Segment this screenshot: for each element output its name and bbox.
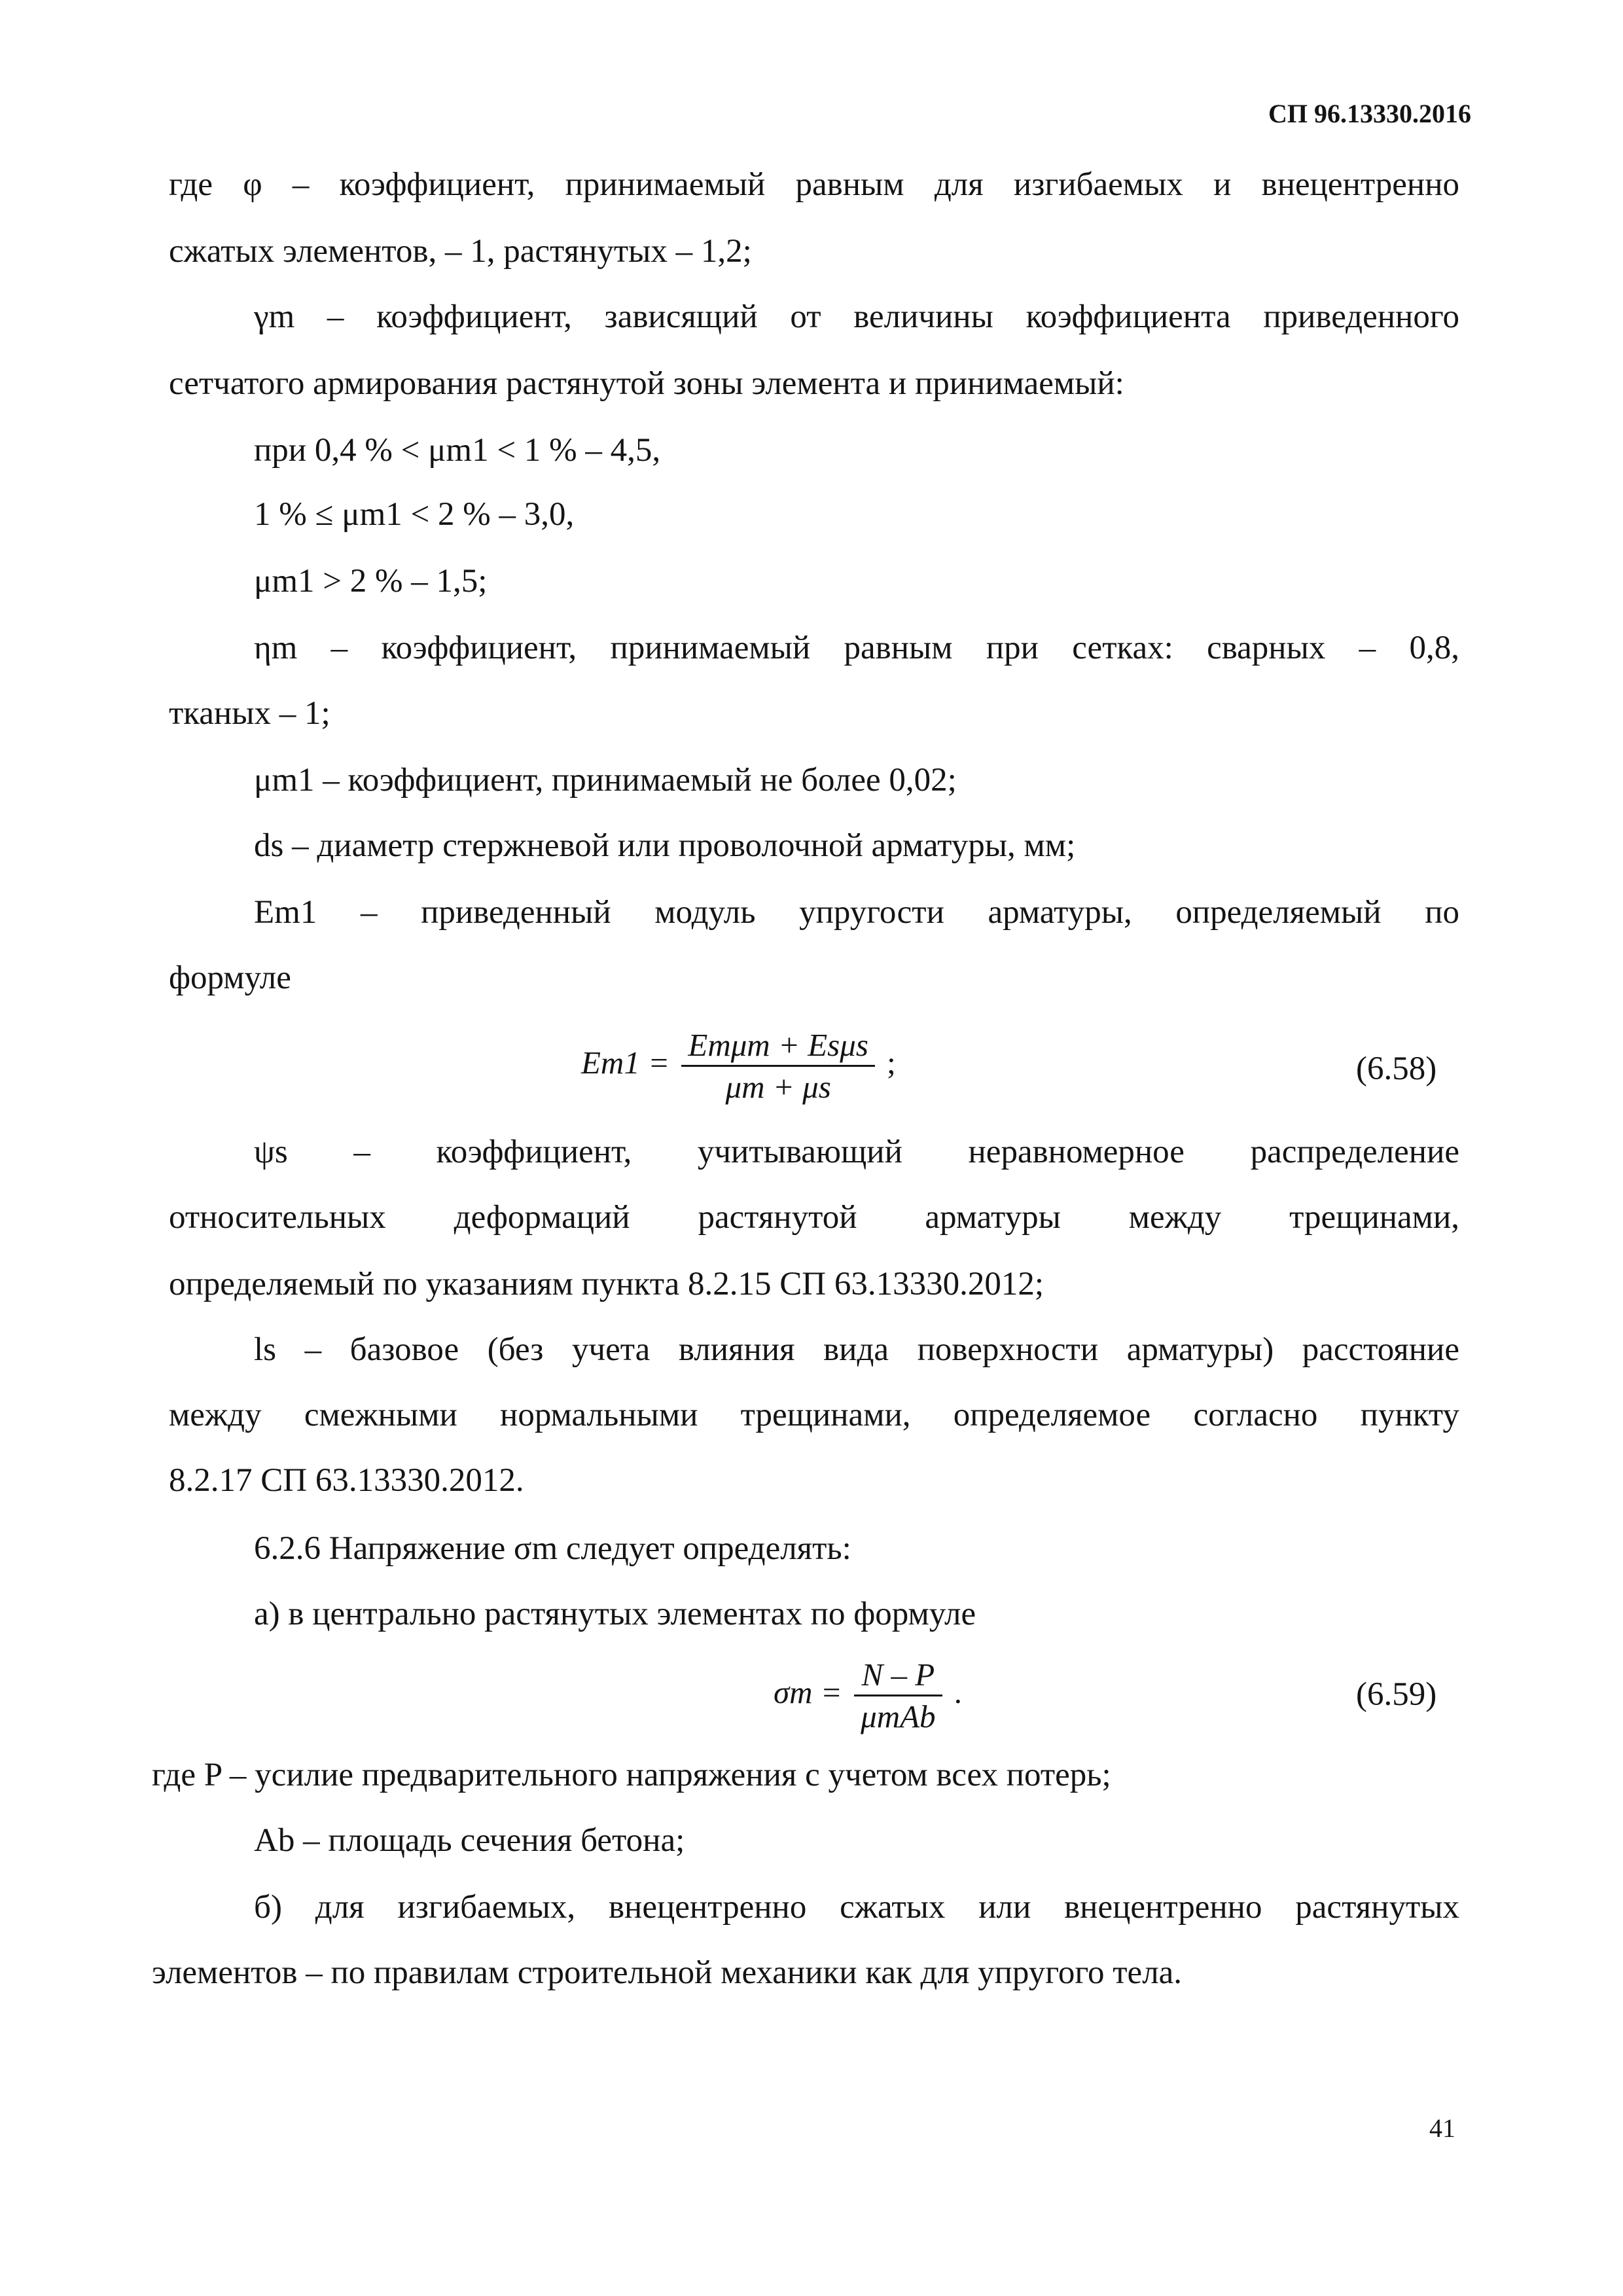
text-line-21: а) в центрально растянутых элементах по формуле	[254, 1596, 976, 1632]
text-line-14: ψs – коэффициент, учитывающий неравномерное распределение	[254, 1134, 1459, 1170]
formula-6-58	[581, 1026, 896, 1105]
formula-6-59-fraction	[854, 1656, 942, 1735]
formula-6-59-denominator: μmAb	[861, 1698, 936, 1734]
text-line-23: Ab – площадь сечения бетона;	[254, 1822, 685, 1859]
formula-6-58-numerator: Emμm + Esμs	[681, 1026, 875, 1067]
text-line-9: тканых – 1;	[169, 695, 330, 732]
text-line-1: где φ – коэффициент, принимаемый равным для изгибаемых и внецентренно	[169, 166, 1459, 203]
text-line-25: элементов – по правилам строительной механики как для упругого тела.	[152, 1954, 1183, 1991]
text-line-7: μm1 > 2 % – 1,5;	[254, 563, 488, 600]
text-line-2: сжатых элементов, – 1, растянутых – 1,2;	[169, 233, 752, 270]
text-line-11: ds – диаметр стержневой или проволочной арматуры, мм;	[254, 827, 1076, 864]
formula-6-58-fraction	[681, 1026, 875, 1105]
page-number: 41	[1429, 2113, 1455, 2143]
text-line-18: между смежными нормальными трещинами, определяемое согласно пункту	[169, 1397, 1459, 1433]
text-line-12: Em1 – приведенный модуль упругости арматуры, определяемый по	[254, 894, 1459, 931]
formula-6-58-lhs: Em1 =	[581, 1044, 670, 1081]
text-line-3: γm – коэффициент, зависящий от величины коэффициента приведенного	[254, 298, 1459, 335]
formula-6-58-denominator: μm + μs	[725, 1069, 831, 1105]
text-line-6: 1 % ≤ μm1 < 2 % – 3,0,	[254, 496, 575, 533]
text-line-10: μm1 – коэффициент, принимаемый не более 0,02;	[254, 762, 957, 798]
text-line-4: сетчатого армирования растянутой зоны элемента и принимаемый:	[169, 365, 1124, 402]
text-line-20: 6.2.6 Напряжение σm следует определять:	[254, 1530, 851, 1567]
formula-6-59	[774, 1656, 962, 1735]
text-line-13: формуле	[169, 960, 291, 996]
text-line-17: ls – базовое (без учета влияния вида поверхности арматуры) расстояние	[254, 1331, 1459, 1368]
text-line-24: б) для изгибаемых, внецентренно сжатых или внецентренно растянутых	[254, 1889, 1459, 1926]
formula-6-59-numerator: N – P	[854, 1656, 942, 1696]
document-code-header: СП 96.13330.2016	[1268, 99, 1471, 128]
text-line-8: ηm – коэффициент, принимаемый равным при сетках: сварных – 0,8,	[254, 630, 1459, 666]
formula-6-58-number: (6.58)	[1356, 1050, 1437, 1087]
formula-6-59-number: (6.59)	[1356, 1676, 1437, 1713]
formula-6-59-tail: .	[954, 1674, 963, 1710]
text-line-5: при 0,4 % < μm1 < 1 % – 4,5,	[254, 432, 661, 469]
text-line-19: 8.2.17 СП 63.13330.2012.	[169, 1462, 524, 1499]
formula-6-58-tail: ;	[887, 1044, 896, 1081]
text-line-16: определяемый по указаниям пункта 8.2.15 СП 63.13330.2012;	[169, 1266, 1044, 1302]
text-line-15: относительных деформаций растянутой арматуры между трещинами,	[169, 1199, 1459, 1236]
formula-6-59-lhs: σm =	[774, 1674, 842, 1710]
text-line-22: где P – усилие предварительного напряжения с учетом всех потерь;	[152, 1757, 1111, 1793]
